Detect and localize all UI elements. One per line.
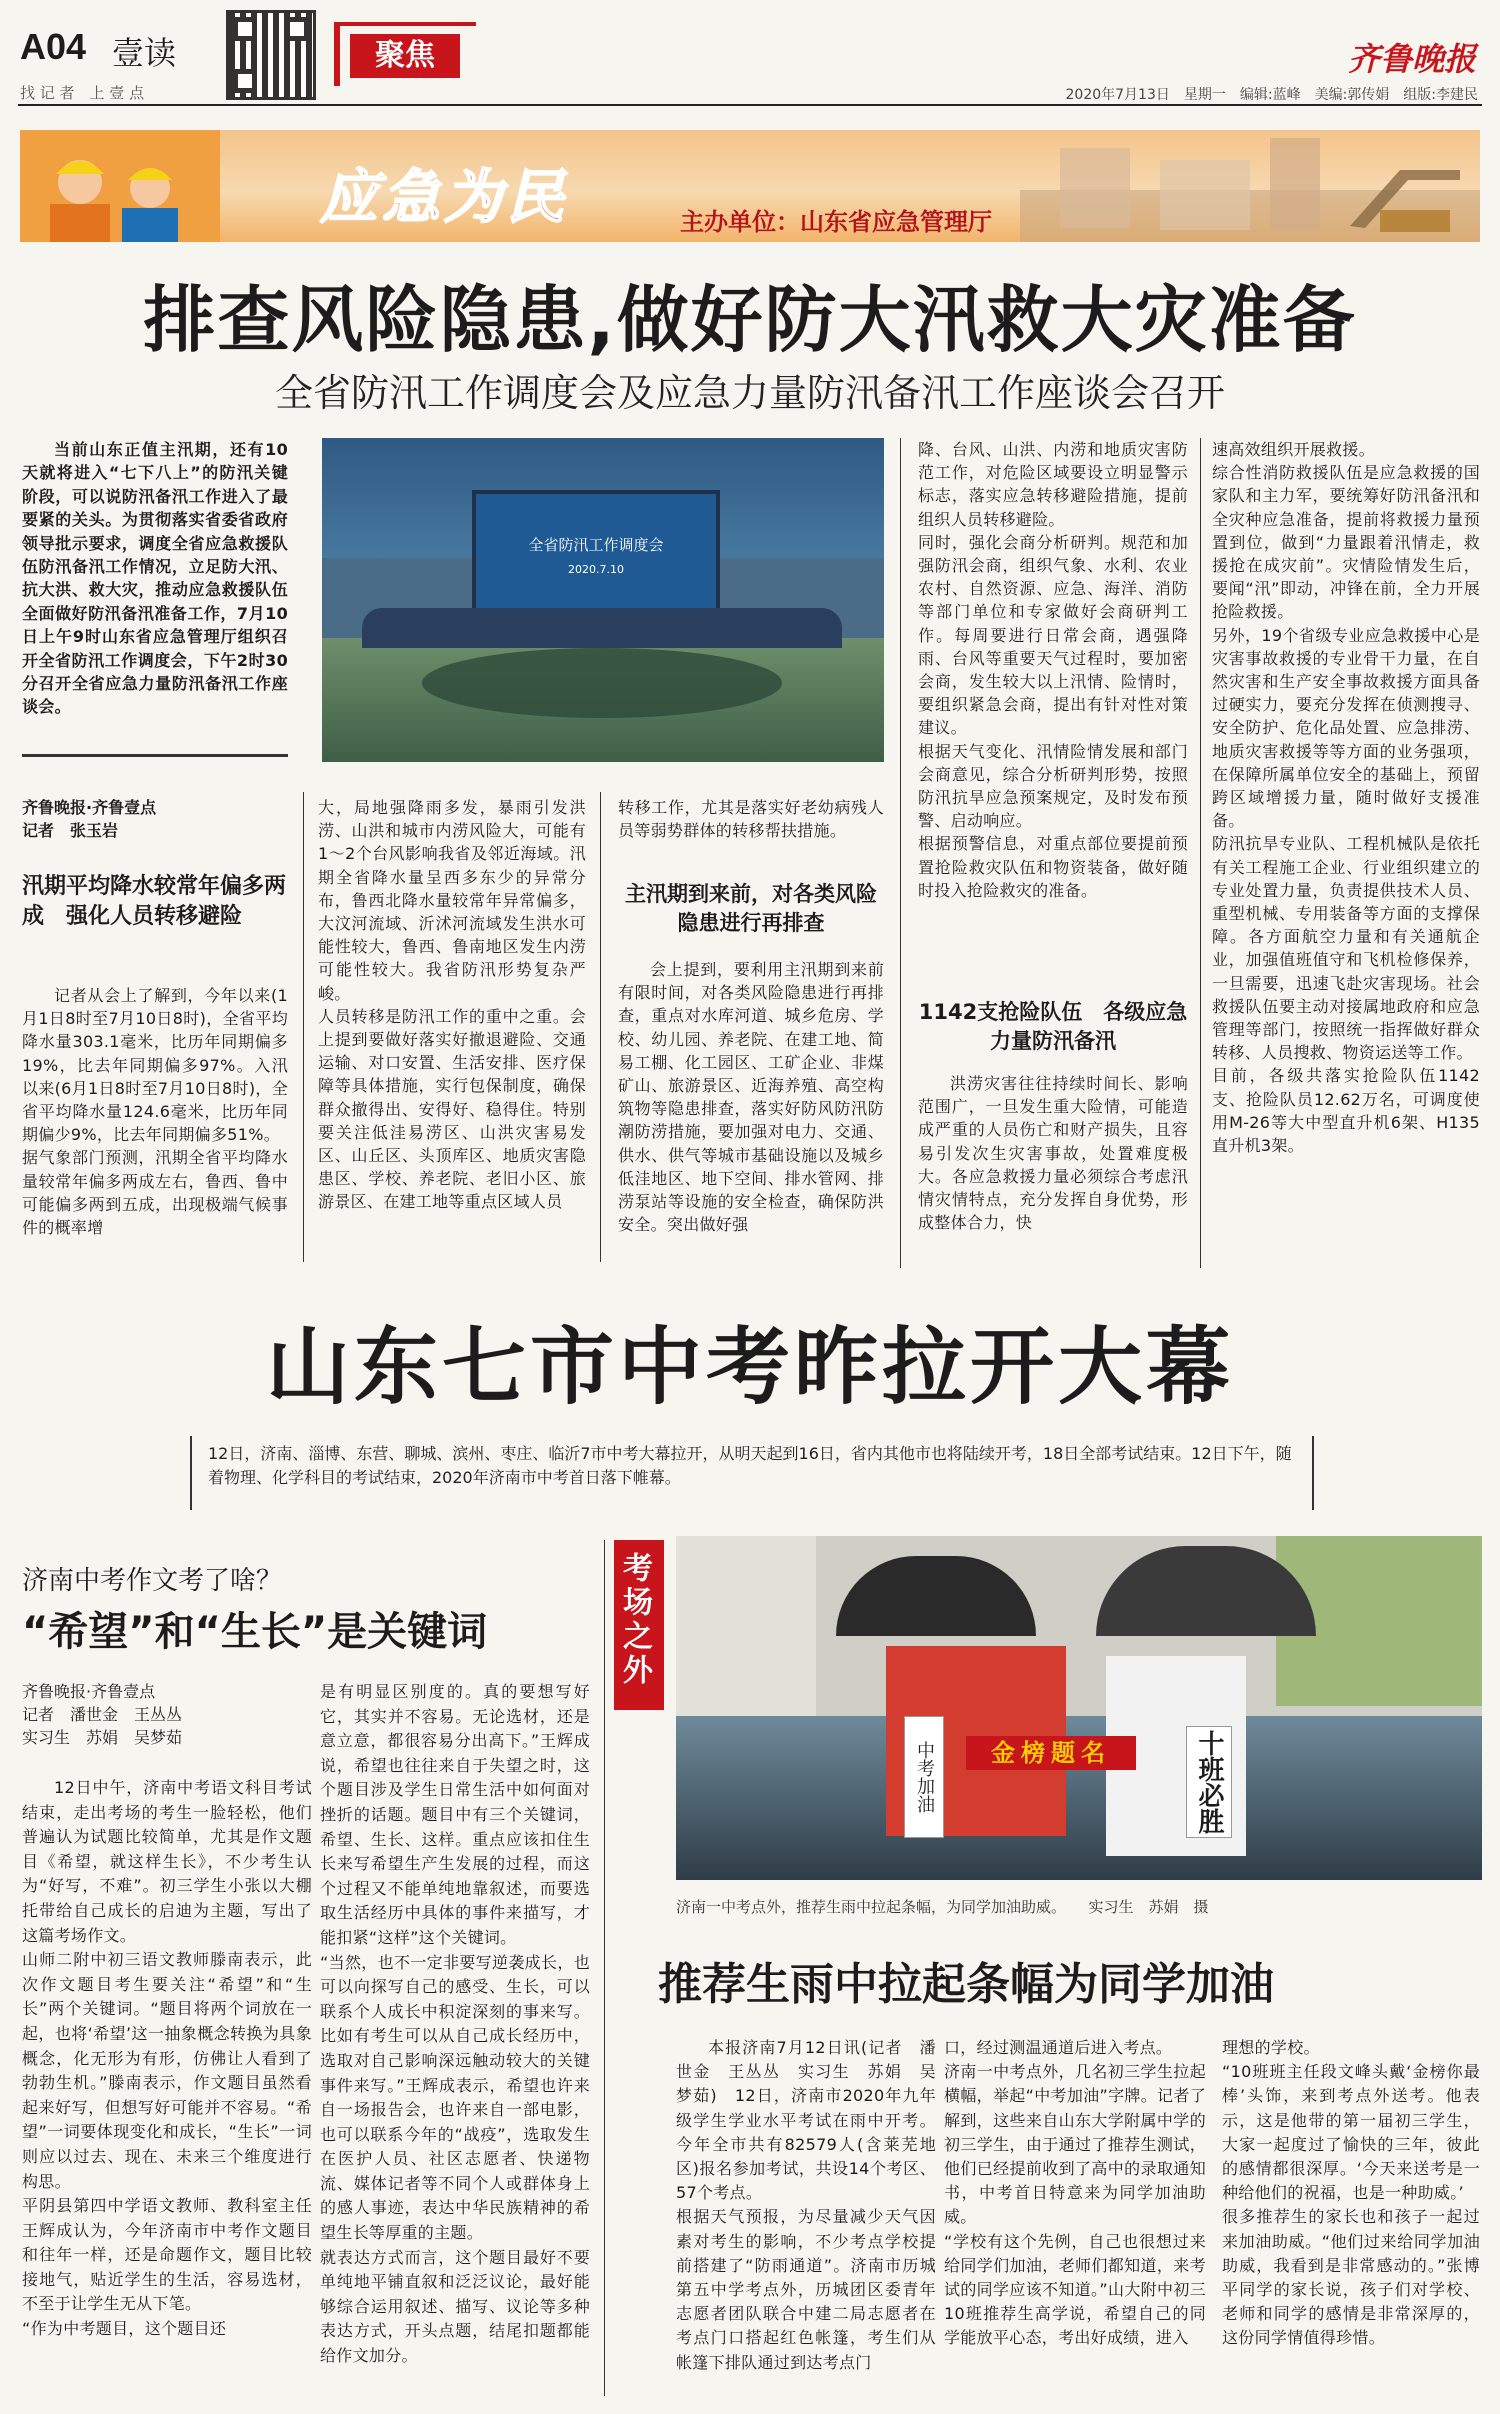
story3-byline: 齐鲁晚报·齐鲁壹点 记者 潘世金 王丛丛 实习生 苏娟 吴梦茹 [22,1682,183,1747]
story1-col5: 速高效组织开展救援。 综合性消防救援队伍是应急救援的国家队和主力军，要统筹好防汛备汛和全灾种应急准备，提前将救援力量预置到位，做到“力量跟着汛情走，救援抢在成灾前”。灾情险情发生后，要闻“汛”即动，冲锋在前，全力开展抢险救援。 另外，19个省级专业应急救援中心是灾害事故救援的专业骨干力量，在自然灾害和生产安全事故救援方面具备过硬实力，要充分发挥在侦测搜寻、安全防护、危化品处置、应急排涝、地质灾害救援等等方面的业务强项，在保障所属单位安全的基础上，预留跨区域增援力量，随时做好支援准备。 防汛抗旱专业队、工程机械队是依托有关工程施工企业、行业组织建立的专业处置力量，负责提供技术人员、重型机械、专用装备等方面的支撑保障。各方面航空力量和有关通航企业，加强值班值守和飞机检修保养，一旦需要，迅速飞赴灾害现场。社会救援队伍要主动对接属地政府和应急管理等部门，按照统一指挥做好群众转移、人员搜救、物资运送等工作。 目前，各级共落实抢险队伍1142支、抢险队员12.62万名，可调度使用M-26等大中型直升机6架、H135直升机3架。 [1212,440,1480,1156]
photo-screen-text: 全省防汛工作调度会 [528,536,664,554]
story1-byline-block [22,796,302,856]
story2-summary: 12日，济南、淄博、东营、聊城、滨州、枣庄、临沂7市中考大幕拉开，从明天起到16日，省内其他市也将陆续开考，18日全部考试结束。12日下午，随着物理、化学科目的考试结束，2020年济南市中考首日落下帷幕。 [208,1444,1292,1487]
section-tag-label: 聚焦 [350,34,460,78]
story3-col1: 12日中午，济南中考语文科目考试结束，走出考场的考生一脸轻松，他们普遍认为试题比较简单，尤其是作文题目《希望，就这样生长》，不少考生认为“好写，不难”。初三学生小张以大棚托带给自己成长的启迪为主题，写出了这篇考场作文。 山师二附中初三语文教师滕南表示，此次作文题目考生要关注“希望”和“生长”两个关键词。“题目将两个词放在一起，也将‘希望’这一抽象概念转换为具象概念，化无形为有形，仿佛让人看到了勃勃生机。”滕南表示，作文题目虽然看起来好写，但想写好可能并不容易。“希望”一词要体现变化和成长，“生长”一词则应以过去、现在、未来三个维度进行构思。 平阴县第四中学语文教师、教科室主任王辉成认为，今年济南市中考作文题目和往年一样，还是命题作文，题目比较接地气，贴近学生的生活，容易选材，不至于让学生无从下笔。 “作为中考题目，这个题目还 [22,1778,312,2339]
story1-lead-text: 当前山东正值主汛期，还有10天就将进入“七下八上”的防汛关键阶段，可以说防汛备汛工作进入了最要紧的关头。为贯彻落实省委省政府领导批示要求，调度全省应急救援队伍防汛备汛工作情况，立足防大汛、抗大洪、救大灾，推动应急救援队伍全面做好防汛备汛准备工作，7月10日上午9时山东省应急管理厅组织召开全省防汛工作调度会，下午2时30分召开全省应急力量防汛备汛工作座谈会。 [22,440,288,717]
story1-col4: 降、台风、山洪、内涝和地质灾害防范工作，对危险区域要设立明显警示标志，落实应急转移避险措施，提前组织人员转移避险。 同时，强化会商分析研判。规范和加强防汛会商，组织气象、水利、农业农村、自然资源、应急、海洋、消防等部门单位和专家做好会商研判工作。每周要进行日常会商，遇强降雨、台风等重要天气过程时，要加密会商，发生较大以上汛情、险情时，要组织紧急会商，提出有针对性对策建议。 根据天气变化、汛情险情发展和部门会商意见，综合分析研判形势，按照防汛抗旱应急预案规定，及时发布预警、启动响应。 根据预警信息，对重点部位要提前预置抢险救灾队伍和物资装备，做好随时投入抢险救灾的准备。 [918,440,1188,900]
story1-col1: 记者从会上了解到，今年以来(1月1日8时至7月10日8时)，全省平均降水量303.1毫米，比历年同期偏多19%，比去年同期偏多97%。入汛以来(6月1日8时至7月10日8时)，全省平均降水量124.6毫米，比历年同期偏少9%，比去年同期偏多51%。 据气象部门预测，汛期全省平均降水量较常年偏多两成左右，鲁西、鲁中可能偏多两到五成，出现极端气候事件的概率增 [22,986,288,1238]
header-sub-left: 找 记 者 上 壹 点 [20,84,145,102]
story1-col4b: 洪涝灾害往往持续时间长、影响范围广，一旦发生重大险情，可能造成严重的人员伤亡和财产损失，且容易引发次生灾害事故，处置难度极大。各应急救援力量必须综合考虑汛情灾情特点，充分发挥自身优势，形成整体合力，快 [918,1074,1188,1233]
banner-title: 应急为民 [320,163,569,231]
story1-byline-1: 齐鲁晚报·齐鲁壹点 [22,798,157,817]
story2-headline: 山东七市中考昨拉开大幕 [265,1318,1234,1416]
story1-subhead3: 1142支抢险队伍 各级应急力量防汛备汛 [918,1000,1188,1053]
story4-col3: 理想的学校。 “10班班主任段文峰头戴‘金榜你最棒’头饰，来到考点外送考。他表示，这是他带的第一届初三学生，大家一起度过了愉快的三年，彼此的感情都很深厚。‘今天来送考是一种给他们的祝福，也是一种助威。’ 很多推荐生的家长也和孩子一起过来加油助威。“他们过来给同学加油助威，我看到是非常感动的。”张博平同学的家长说，孩子们对学校、老师和同学的感情是非常深厚的，这份同学情值得珍惜。 [1222,2038,1480,2348]
story1-subhead1: 汛期平均降水较常年偏多两成 强化人员转移避险 [22,874,287,929]
story1-col3: 转移工作，尤其是落实好老幼病残人员等弱势群体的转移帮扶措施。 [618,798,884,841]
photo-sign-cheer: 中考加油 [904,1716,944,1838]
qr-code-icon[interactable] [226,10,316,100]
story1-subheadline: 全省防汛工作调度会及应急力量防汛备汛工作座谈会召开 [274,371,1225,415]
story4-col1: 本报济南7月12日讯(记者 潘世金 王丛丛 实习生 苏娟 吴梦茹) 12日，济南市2020年九年级学生学业水平考试在雨中开考。今年全市共有82579人(含莱芜地区)报名参加考试，共设14个考区、57个考点。 根据天气预报，为尽量减少天气因素对考生的影响，不少考点学校提前搭建了“防雨通道”。济南市历城第五中学考点外，历城团区委青年志愿者团队联合中建二局志愿者在考点门口搭起红色帐篷，考生们从帐篷下排队通过到达考点门 [676,2038,936,2372]
construction-skyline-illustration [1020,130,1480,242]
meeting-photo [322,438,884,762]
story1-headline: 排查风险隐患,做好防大汛救大灾准备 [143,278,1357,362]
page-number: A04 [20,26,87,67]
page-header [0,0,1500,108]
story1-subhead2: 主汛期到来前，对各类风险隐患进行再排查 [625,882,877,935]
story3-headline: “希望”和“生长”是关键词 [22,1609,488,1655]
story4-col2: 口，经过测温通道后进入考点。 济南一中考点外，几名初三学生拉起横幅，举起“中考加油”字牌。记者了解到，这些来自山东大学附属中学的初三学生，由于通过了推荐生测试，他们已经提前收到了高中的录取通知书，中考首日特意来为同学加油助威。 “学校有这个先例，自己也很想过来给同学们加油，老师们都知道，来考试的同学应该不知道。”山大附中初三10班推荐生高学说，希望自己的同学能放平心态，考出好成绩，进入 [944,2038,1206,2348]
rescue-workers-illustration [20,130,220,242]
story1-col2: 大，局地强降雨多发，暴雨引发洪涝、山洪和城市内涝风险大，可能有1～2个台风影响我省及邻近海域。汛期全省降水量呈西多东少的异常分布，鲁西北降水量较常年异常偏多，大汶河流域、沂沭河流域发生洪水可能性较大，鲁西、鲁南地区发生内涝可能性较大。我省防汛形势复杂严峻。 人员转移是防汛工作的重中之重。会上提到要做好落实好撤退避险、交通运输、对口安置、生活安排、医疗保障等具体措施，实行包保制度，确保群众撤得出、安得好、稳得住。特别要关注低洼易涝区、山洪灾害易发区、山丘区、头顶库区、地质灾害隐患区、学校、养老院、老旧小区、旅游景区、在建工地等重点区域人员 [318,798,586,1212]
story2-summary-box [190,1436,1314,1510]
exam-photo-caption: 济南一中考点外，推荐生雨中拉起条幅，为同学加油助威。 实习生 苏娟 摄 [676,1898,1209,1916]
story3-col2: 是有明显区别度的。真的要想写好它，其实并不容易。无论选材，还是意立意，都很容易分出高下。”王辉成说，希望也往往来自于失望之时，这个题目涉及学生日常生活中如何面对挫折的话题。题目中有三个关键词，希望、生长、这样。重点应该扣住生长来写希望生产生发展的过程，而这个过程又不能单纯地靠叙述，而要选取生活经历中具体的事件来描写，才能扣紧“这样”这个关键词。 “当然，也不一定非要写逆袭成长，也可以向探写自己的感受、生长，可以联系个人成长中积淀深刻的事来写。比如有考生可以从自己成长经历中，选取对自己影响深远触动较大的关键事件来写。”王辉成表示，希望也许来自一场报告会，也许来自一部电影，也可以联系今年的“战疫”，选取发生在医护人员、社区志愿者、快递物流、媒体记者等不同个人或群体身上的感人事迹，表达中华民族精神的希望生长等厚重的主题。 就表达方式而言，这个题目最好不要单纯地平铺直叙和泛泛议论，最好能够综合运用叙述、描写、议论等多种表达方式，开头点题，结尾扣题都能给作文加分。 [320,1682,590,2366]
photo-banner-gold: 金榜题名 [966,1736,1136,1770]
story1-byline-2: 记者 张玉岩 [22,821,119,840]
story4-headline: 推荐生雨中拉起条幅为同学加油 [658,1959,1274,2010]
story3-kicker: 济南中考作文考了啥？ [22,1566,283,1596]
section-tag [334,22,476,86]
side-label [614,1540,664,1710]
masthead-logo: 齐鲁晚报 [1348,40,1477,78]
emergency-banner [20,130,1480,242]
side-label-text: 考场之外 [617,1552,652,1688]
date-info: 2020年7月13日 星期一 编辑:蓝峰 美编:郭传娟 组版:李建民 [1065,87,1478,103]
section-name: 壹读 [112,34,177,72]
story1-col3b: 会上提到，要利用主汛期到来前有限时间，对各类风险隐患进行再排查，重点对水库河道、城乡危房、学校、幼儿园、养老院、在建工地、简易工棚、化工园区、工矿企业、非煤矿山、旅游景区、近海养殖、高空构筑物等隐患排查，落实好防风防汛防潮防涝措施，要加强对电力、交通、供水、供气等城市基础设施以及城乡低洼地区、地下空间、排水管网、排涝泵站等设施的安全检查，确保防洪安全。突出做好强 [618,960,884,1235]
exam-photo [676,1536,1482,1880]
story1-lead [22,438,288,757]
photo-sign-class: 十班必胜 [1186,1726,1232,1838]
banner-host: 主办单位：山东省应急管理厅 [680,208,992,236]
photo-screen-date: 2020.7.10 [568,563,624,576]
